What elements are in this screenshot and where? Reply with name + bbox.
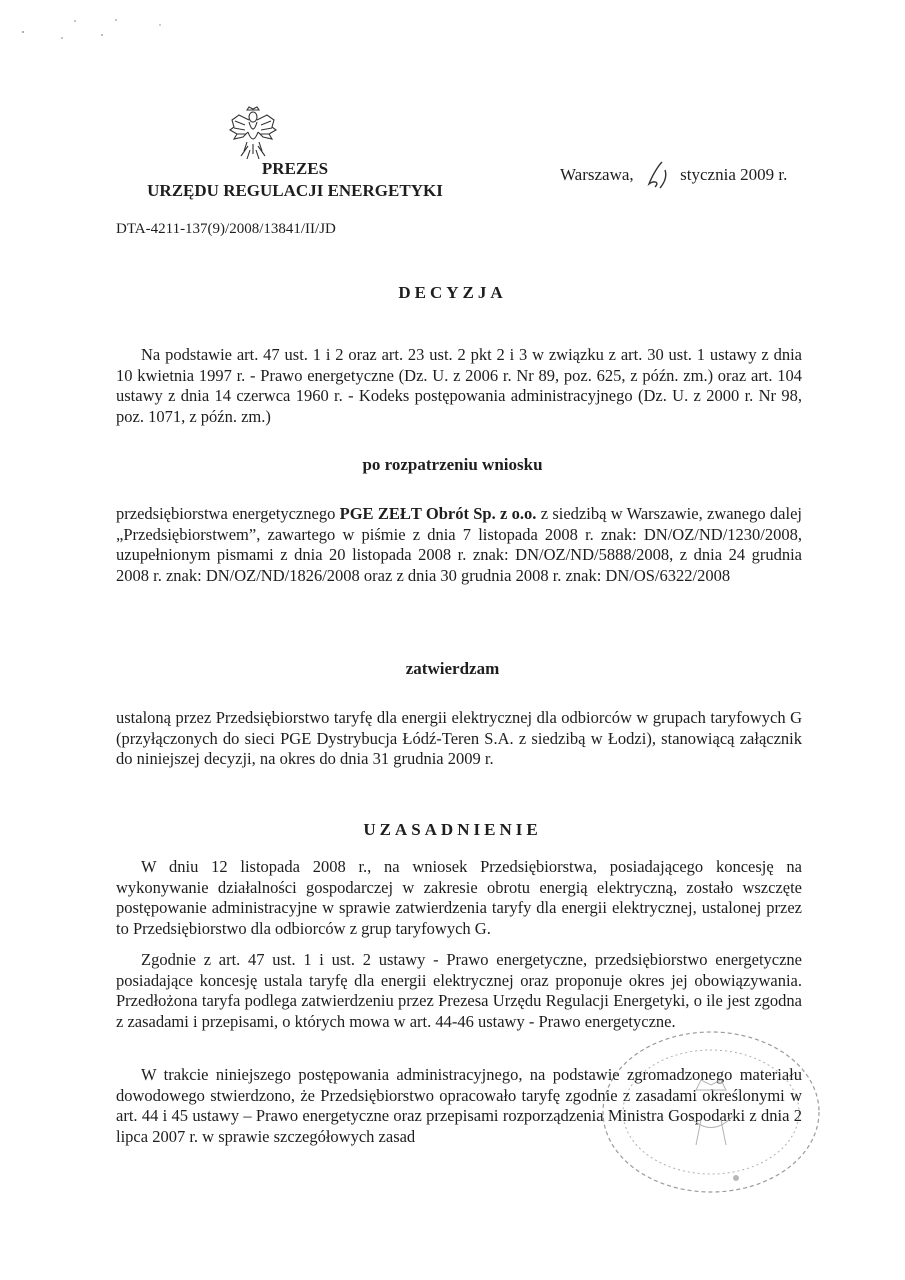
place-date	[560, 160, 787, 190]
handwritten-day-icon	[638, 160, 676, 190]
scan-specks	[10, 10, 180, 50]
authority-title	[120, 158, 470, 202]
justification-paragraph-2: Zgodnie z art. 47 ust. 1 i ust. 2 ustawy - Prawo energetyczne, przedsiębiorstwo energetyczne posiadające koncesję ustala taryfę dla energii elektrycznej oraz proponuje okres jej obowiązywania. Przedłożona taryfa podlega zatwierdzeniu przez Prezesa Urzędu Regulacji Energetyki, o ile jest zgodna z zasadami i przepisami, o których mowa w art. 44-46 ustawy - Prawo energetyczne.	[116, 950, 802, 1031]
applicant-prefix: przedsiębiorstwa energetycznego	[116, 504, 340, 523]
applicant-suffix: z siedzibą w Warszawie, zwanego dalej „Przedsiębiorstwem”, zawartego w piśmie z dnia 7 listopada 2008 r. znak: DN/OZ/ND/1230/2008, uzupełnionym pismami z dnia 20 listopada 2008 r. znak: DN/OZ/ND/5888/2008, z dnia 24 grudnia 2008 r. znak: DN/OZ/ND/1826/2008 oraz z dnia 30 grudnia 2008 r. znak: DN/OS/6322/2008	[116, 504, 802, 585]
authority-line2: URZĘDU REGULACJI ENERGETYKI	[147, 181, 443, 200]
month-year: stycznia 2009 r.	[680, 165, 788, 184]
justification-paragraph-3: W trakcie niniejszego postępowania administracyjnego, na podstawie zgromadzonego materiału dowodowego stwierdzono, że Przedsiębiorstwo opracowało taryfę zgodnie z zasadami określonymi w art. 44 i 45 ustawy – Prawo energetyczne oraz przepisami rozporządzenia Ministra Gospodarki z dnia 2 lipca 2007 r. w sprawie szczegółowych zasad	[116, 1065, 802, 1146]
justification-title: UZASADNIENIE	[363, 820, 542, 839]
approve-heading: zatwierdzam	[405, 659, 500, 678]
case-reference: DTA-4211-137(9)/2008/13841/II/JD	[116, 221, 336, 237]
eagle-emblem-icon	[228, 106, 278, 160]
justification-paragraph-1: W dniu 12 listopada 2008 r., na wniosek Przedsiębiorstwa, posiadającego koncesję na wykonywanie działalności gospodarczej w zakresie obrotu energią elektryczną, zostało wszczęte postępowanie administracyjne w sprawie zatwierdzenia taryfy dla energii elektrycznej, ustalonej przez to Przedsiębiorstwo dla odbiorców z grup taryfowych G.	[116, 857, 802, 938]
authority-line1: PREZES	[261, 159, 329, 178]
official-stamp	[596, 1020, 826, 1195]
applicant-paragraph	[116, 504, 802, 586]
applicant-name: PGE ZEŁT Obrót Sp. z o.o.	[339, 504, 537, 523]
approval-paragraph: ustaloną przez Przedsiębiorstwo taryfę dla energii elektrycznej dla odbiorców w grupach taryfowych G (przyłączonych do sieci PGE Dystrybucja Łódź-Teren S.A. z siedzibą w Łodzi), stanowiącą załącznik do niniejszej decyzji, na okres do dnia 31 grudnia 2009 r.	[116, 708, 802, 768]
legal-basis-paragraph: Na podstawie art. 47 ust. 1 i 2 oraz art. 23 ust. 2 pkt 2 i 3 w związku z art. 30 ust. 1 ustawy z dnia 10 kwietnia 1997 r. - Prawo energetyczne (Dz. U. z 2006 r. Nr 89, poz. 625, z późn. zm.) oraz art. 104 ustawy z dnia 14 czerwca 1960 r. - Kodeks postępowania administracyjnego (Dz. U. z 2000 r. Nr 98, poz. 1071, z późn. zm.)	[116, 345, 802, 426]
place: Warszawa,	[560, 165, 634, 184]
review-heading: po rozpatrzeniu wniosku	[362, 455, 543, 474]
decision-title: DECYZJA	[398, 283, 507, 302]
